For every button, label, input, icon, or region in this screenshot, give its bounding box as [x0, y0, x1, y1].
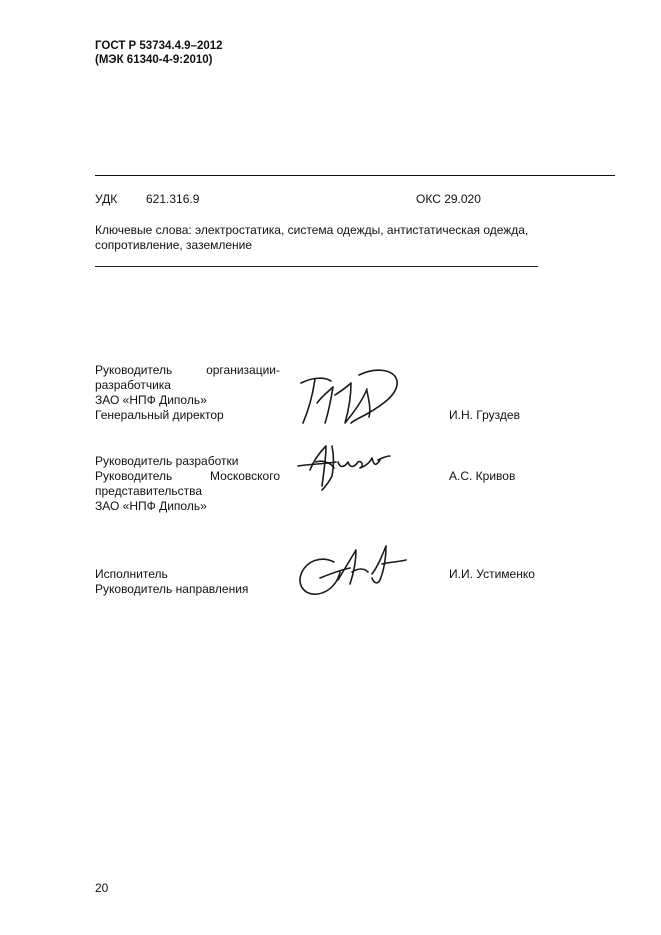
- signatory-2-role-line: ЗАО «НПФ Диполь»: [95, 499, 207, 513]
- page-number: 20: [95, 881, 109, 895]
- keywords-line-2: сопротивление, заземление: [95, 238, 253, 252]
- header-divider: [95, 175, 615, 176]
- document-header: [95, 39, 223, 67]
- signatory-2-role: [95, 454, 280, 514]
- udk-label: УДК: [95, 192, 118, 206]
- signatory-3-role: [95, 567, 280, 597]
- iec-reference: (МЭК 61340-4-9:2010): [95, 54, 213, 66]
- oks-code: ОКС 29.020: [416, 192, 481, 206]
- signatory-1-role-line: разработчика: [95, 378, 171, 392]
- signatory-2-role-line: Руководитель разработки: [95, 454, 239, 468]
- standard-number: ГОСТ Р 53734.4.9–2012: [95, 40, 223, 52]
- keywords-underline: [95, 266, 538, 267]
- keywords-line-1: Ключевые слова: электростатика, система одежды, антистатическая одежда,: [95, 223, 529, 237]
- signatory-3-name: И.И. Устименко: [449, 567, 535, 581]
- signatory-1-role-line: Руководитель организации-: [95, 363, 280, 377]
- signatory-1-role: [95, 363, 280, 423]
- signature-3-icon: [294, 538, 409, 600]
- signatory-2-name: А.С. Кривов: [449, 469, 516, 483]
- signatory-1-role-line: Генеральный директор: [95, 408, 224, 422]
- signatory-3-role-line: Руководитель направления: [95, 582, 249, 596]
- udk-value: 621.316.9: [146, 192, 200, 206]
- signatory-1-name: И.Н. Груздев: [449, 408, 520, 422]
- signatory-2-role-line: представительства: [95, 484, 202, 498]
- signatory-1-role-line: ЗАО «НПФ Диполь»: [95, 393, 207, 407]
- signature-1-icon: [295, 365, 405, 430]
- signatory-3-role-line: Исполнитель: [95, 567, 168, 581]
- signature-2-icon: [296, 440, 396, 495]
- signatory-2-role-line: Руководитель Московского: [95, 469, 280, 483]
